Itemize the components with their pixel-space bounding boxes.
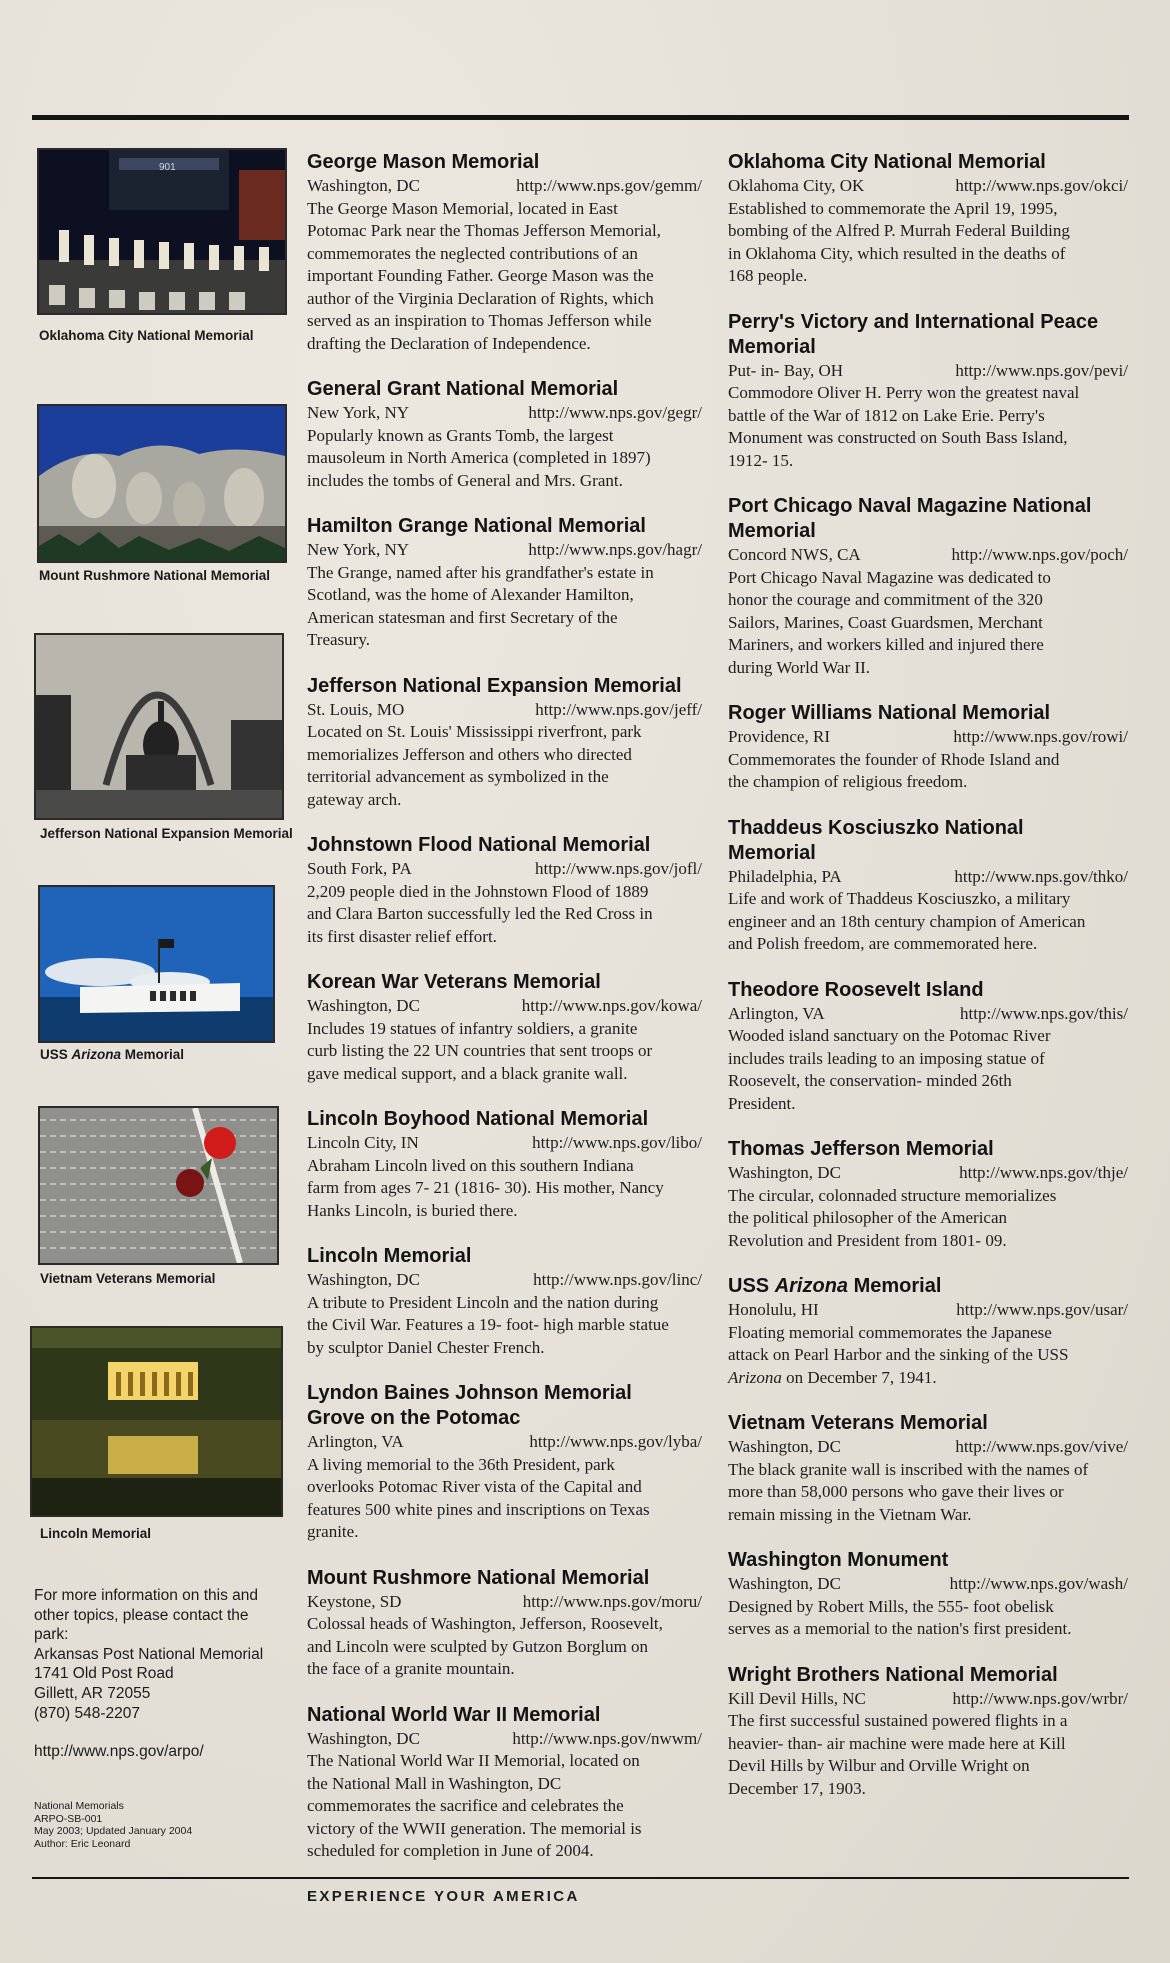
oklahoma-city-photo — [37, 148, 287, 315]
memorial-location-row — [728, 175, 1128, 198]
memorial-description-line: the National Mall in Washington, DC — [307, 1773, 562, 1793]
memorial-url: http://www.nps.gov/libo/ — [532, 1133, 702, 1152]
memorial-description-line: commemorates the sacrifice and celebrates the — [307, 1796, 624, 1815]
memorial-entry — [728, 1274, 1128, 1389]
memorial-location: Arlington, VA — [307, 1432, 404, 1451]
memorial-location: Put- in- Bay, OH — [728, 360, 844, 380]
memorial-title: Mount Rushmore National Memorial — [307, 1566, 650, 1589]
memorial-location: St. Louis, MO — [307, 699, 405, 719]
memorial-title-line: Thaddeus Kosciuszko National — [728, 816, 1024, 839]
memorial-url: http://www.nps.gov/poch/ — [951, 545, 1128, 564]
memorial-entry — [728, 494, 1128, 679]
memorial-location-row — [728, 1162, 1128, 1185]
contact-address-line: Arkansas Post National Memorial — [34, 1645, 264, 1663]
memorial-title: Lincoln Boyhood National Memorial — [307, 1108, 649, 1130]
memorial-title: General Grant National Memorial — [307, 378, 619, 400]
memorial-description-line: Located on St. Louis' Mississippi riverfront, park — [307, 722, 642, 741]
memorial-location: Honolulu, HI — [728, 1300, 819, 1319]
memorial-location-row — [728, 866, 1128, 889]
memorial-description-line: Commemorates the founder of Rhode Island and — [728, 749, 1060, 769]
memorial-description-line: Popularly known as Grants Tomb, the largest — [307, 425, 614, 445]
memorial-description-line: gave medical support, and a black granite wall. — [307, 1063, 628, 1083]
memorial-description-line: scheduled for completion in June of 2004. — [307, 1841, 594, 1860]
memorial-description-line: victory of the WWII generation. The memorial is — [307, 1818, 642, 1838]
memorial-title — [728, 816, 1128, 866]
memorial-description-line: The circular, colonnaded structure memorializes — [728, 1185, 1057, 1205]
memorial-description-line: Abraham Lincoln lived on this southern Indiana — [307, 1155, 634, 1175]
memorial-location-row — [728, 1436, 1128, 1459]
description-part: on December 7, 1941. — [781, 1367, 937, 1387]
memorial-entry — [307, 833, 702, 948]
memorial-description-line: its first disaster relief effort. — [307, 926, 497, 946]
memorial-description-line: A living memorial to the 36th President, park — [307, 1454, 615, 1474]
memorial-description-line: Potomac Park near the Thomas Jefferson Memorial, — [307, 221, 661, 240]
memorial-location: Concord NWS, CA — [728, 545, 861, 564]
memorial-url: http://www.nps.gov/rowi/ — [953, 727, 1128, 746]
bottom-rule — [32, 1877, 1129, 1879]
memorial-location: Philadelphia, PA — [728, 866, 842, 886]
memorial-description-line: the Civil War. Features a 19- foot- high marble statue — [307, 1315, 669, 1334]
memorial-url: http://www.nps.gov/jeff/ — [535, 699, 702, 719]
memorial-description-line: Colossal heads of Washington, Jefferson, Roosevelt, — [307, 1614, 663, 1633]
white-memorial-structure-image — [40, 887, 273, 1041]
memorial-description-line: memorializes Jefferson and others who directed — [307, 744, 632, 764]
memorial-entry — [307, 1381, 702, 1544]
memorial-description-line: farm from ages 7- 21 (1816- 30). His mother, Nancy — [307, 1178, 664, 1197]
memorial-title — [728, 1274, 1128, 1299]
title-part: USS — [728, 1275, 775, 1297]
memorial-location: Washington, DC — [307, 1728, 420, 1748]
memorial-description-line: curb listing the 22 UN countries that sent troops or — [307, 1041, 653, 1060]
memorial-description-line: mausoleum in North America (completed in 1897) — [307, 448, 651, 467]
memorial-location-row — [307, 1269, 702, 1292]
memorial-location-row — [307, 858, 702, 881]
memorial-title-line: Port Chicago Naval Magazine National — [728, 495, 1092, 517]
contact-url: http://www.nps.gov/arpo/ — [34, 1743, 204, 1761]
memorial-description-line: during World War II. — [728, 657, 871, 677]
memorial-title — [307, 1381, 702, 1431]
memorial-description-line: engineer and an 18th century champion of American — [728, 911, 1086, 931]
memorial-location: South Fork, PA — [307, 859, 412, 878]
memorial-location-row — [307, 402, 702, 425]
memorial-description-line: Devil Hills by Wilbur and Orville Wright on — [728, 1756, 1030, 1775]
memorial-description-line: Established to commemorate the April 19, 1995, — [728, 198, 1058, 218]
title-part: Memorial — [848, 1275, 942, 1297]
memorial-description-line: Port Chicago Naval Magazine was dedicated to — [728, 567, 1051, 587]
memorial-description-line: heavier- than- air machine were made here at Kill — [728, 1733, 1066, 1753]
memorial-entry — [728, 150, 1128, 288]
memorial-description-line: The first successful sustained powered flights in a — [728, 1711, 1068, 1730]
meta-line: ARPO-SB-001 — [34, 1812, 103, 1825]
memorial-url: http://www.nps.gov/this/ — [960, 1003, 1128, 1023]
memorial-location-row — [728, 544, 1128, 567]
rose-on-wall-image — [40, 1108, 277, 1263]
memorial-url: http://www.nps.gov/kowa/ — [521, 996, 702, 1015]
memorial-description-line: attack on Pearl Harbor and the sinking of the USS — [728, 1345, 1069, 1364]
memorial-description-line: The Grange, named after his grandfather's estate in — [307, 562, 654, 582]
photo-caption-uss-arizona: USS Arizona Memorial — [40, 1047, 185, 1062]
memorial-description-line: territorial advancement as symbolized in the — [307, 767, 609, 786]
memorial-location-row — [307, 539, 702, 562]
memorial-url: http://www.nps.gov/usar/ — [956, 1300, 1128, 1319]
memorial-entry — [728, 1663, 1128, 1801]
memorial-location: Washington, DC — [307, 996, 420, 1015]
memorial-description-line: Revolution and President from 1801- 09. — [728, 1230, 1007, 1250]
top-rule — [32, 115, 1129, 120]
memorial-description-line: features 500 white pines and inscriptions on Texas — [307, 1499, 650, 1519]
contact-address-line: Gillett, AR 72055 — [34, 1684, 151, 1702]
memorial-description-line: Roosevelt, the conservation- minded 26th — [728, 1071, 1012, 1090]
memorial-url: http://www.nps.gov/gegr/ — [528, 403, 702, 422]
memorial-entry — [307, 674, 702, 812]
memorial-description-line: battle of the War of 1812 on Lake Erie. Perry's — [728, 405, 1045, 425]
memorial-description-line: Mariners, and workers killed and injured there — [728, 635, 1044, 654]
memorial-title-line: Memorial — [728, 520, 816, 542]
memorial-title-line: Perry's Victory and International Peace — [728, 310, 1099, 333]
memorial-title: Lincoln Memorial — [307, 1245, 472, 1267]
memorial-title — [728, 310, 1128, 360]
memorial-location-row — [728, 1573, 1128, 1596]
lincoln-reflection-image — [32, 1328, 281, 1515]
memorial-title: Hamilton Grange National Memorial — [307, 515, 646, 537]
memorial-description-line: Life and work of Thaddeus Kosciuszko, a military — [728, 889, 1071, 908]
memorial-description-line: by sculptor Daniel Chester French. — [307, 1337, 545, 1357]
contact-intro-line: other topics, please contact the — [34, 1606, 249, 1624]
memorial-description-line: and Clara Barton successfully led the Red Cross in — [307, 904, 653, 923]
middle-column — [307, 150, 702, 1885]
memorial-url: http://www.nps.gov/linc/ — [533, 1270, 702, 1289]
memorial-url: http://www.nps.gov/moru/ — [522, 1591, 702, 1611]
memorial-description-line: serves as a memorial to the nation's first president. — [728, 1619, 1072, 1638]
memorial-description-line: and Polish freedom, are commemorated here. — [728, 934, 1038, 953]
memorial-location-row — [307, 699, 702, 722]
memorial-description-line: American statesman and first Secretary of the — [307, 607, 618, 627]
photo-caption-jefferson-expansion: Jefferson National Expansion Memorial — [40, 826, 293, 841]
memorial-description-line: December 17, 1903. — [728, 1778, 866, 1798]
memorial-description-line — [728, 1367, 1128, 1390]
memorial-url: http://www.nps.gov/gemm/ — [516, 176, 702, 195]
memorial-description-line: Commodore Oliver H. Perry won the greatest naval — [728, 383, 1080, 402]
gateway-arch-image — [36, 635, 282, 818]
memorial-title: Theodore Roosevelt Island — [728, 978, 984, 1001]
memorial-description-line: remain missing in the Vietnam War. — [728, 1504, 972, 1524]
memorial-description-line: commemorates the neglected contributions of an — [307, 243, 638, 263]
vietnam-wall-photo — [38, 1106, 279, 1265]
memorial-location-row — [307, 175, 702, 198]
memorial-description-line: Scotland, was the home of Alexander Hamilton, — [307, 585, 634, 604]
memorial-location-row — [307, 1728, 702, 1751]
memorial-description-line: served as an inspiration to Thomas Jefferson while — [307, 311, 652, 330]
memorial-entry — [728, 816, 1128, 956]
memorial-title: Jefferson National Expansion Memorial — [307, 674, 682, 697]
memorial-location: Washington, DC — [728, 1574, 841, 1593]
memorial-location: Washington, DC — [728, 1437, 841, 1456]
memorial-location-row — [728, 1003, 1128, 1026]
memorial-url: http://www.nps.gov/wash/ — [949, 1574, 1128, 1593]
memorial-description-line: and Lincoln were sculpted by Gutzon Borglum on — [307, 1636, 649, 1656]
memorial-entry — [307, 970, 702, 1085]
memorial-title — [728, 494, 1128, 544]
memorial-location-row — [728, 360, 1128, 383]
memorial-title: Oklahoma City National Memorial — [728, 151, 1046, 173]
contact-address-line: 1741 Old Post Road — [34, 1665, 174, 1683]
memorial-location: Washington, DC — [307, 1270, 420, 1289]
memorial-description-line: 168 people. — [728, 266, 808, 285]
mount-rushmore-photo — [37, 404, 287, 563]
memorial-location: Keystone, SD — [307, 1591, 402, 1611]
memorial-url: http://www.nps.gov/lyba/ — [529, 1432, 702, 1451]
memorial-location: Lincoln City, IN — [307, 1133, 419, 1152]
contact-info — [34, 1586, 294, 1762]
ship-name: Arizona — [728, 1367, 782, 1387]
meta-line: May 2003; Updated January 2004 — [34, 1825, 193, 1837]
memorial-description-line: Hanks Lincoln, is buried there. — [307, 1200, 518, 1220]
memorial-location-row — [307, 1591, 702, 1614]
photo-caption-vietnam-veterans: Vietnam Veterans Memorial — [40, 1271, 216, 1286]
memorial-entry — [728, 1548, 1128, 1641]
meta-line: National Memorials — [34, 1800, 124, 1812]
memorial-description-line: gateway arch. — [307, 789, 402, 809]
right-column — [728, 150, 1128, 1822]
memorial-location-row — [728, 1299, 1128, 1322]
memorial-title-line: Memorial — [728, 841, 816, 864]
memorial-url: http://www.nps.gov/pevi/ — [955, 360, 1128, 380]
memorial-description-line: Treasury. — [307, 630, 370, 649]
memorial-title: Thomas Jefferson Memorial — [728, 1138, 994, 1160]
memorial-description-line: granite. — [307, 1522, 359, 1541]
memorial-title: Roger Williams National Memorial — [728, 702, 1051, 724]
memorial-description-line: the face of a granite mountain. — [307, 1659, 515, 1678]
memorial-location: New York, NY — [307, 540, 410, 559]
memorial-entry — [307, 1244, 702, 1359]
memorial-title: Johnstown Flood National Memorial — [307, 834, 651, 856]
memorial-title-line: Grove on the Potomac — [307, 1407, 521, 1429]
memorial-title-line: Memorial — [728, 335, 816, 358]
memorial-entry — [307, 377, 702, 492]
memorial-entry — [307, 1703, 702, 1863]
memorial-title-line: Lyndon Baines Johnson Memorial — [307, 1382, 632, 1404]
memorial-description-line: the political philosopher of the American — [728, 1208, 1008, 1227]
memorial-url: http://www.nps.gov/thko/ — [954, 866, 1128, 886]
mountain-faces-image — [39, 406, 285, 561]
memorial-url: http://www.nps.gov/vive/ — [955, 1437, 1128, 1456]
memorial-location: Kill Devil Hills, NC — [728, 1688, 866, 1708]
memorial-location-row — [307, 1132, 702, 1155]
gate-sign-text: 901 — [159, 162, 176, 173]
memorial-title: National World War II Memorial — [307, 1703, 601, 1726]
meta-line: Author: Eric Leonard — [34, 1837, 131, 1850]
memorial-location: Washington, DC — [307, 176, 420, 195]
memorial-description-line: the champion of religious freedom. — [728, 772, 968, 791]
memorial-location-row — [728, 726, 1128, 749]
memorial-description-line: Floating memorial commemorates the Japanese — [728, 1322, 1052, 1342]
memorial-description-line: A tribute to President Lincoln and the nation during — [307, 1292, 659, 1312]
memorial-location-row — [307, 995, 702, 1018]
chairs-memorial-image — [39, 150, 285, 313]
memorial-description-line: bombing of the Alfred P. Murrah Federal Building — [728, 221, 1070, 240]
publication-meta — [34, 1800, 192, 1850]
memorial-title: Vietnam Veterans Memorial — [728, 1412, 988, 1434]
memorial-url: http://www.nps.gov/okci/ — [955, 176, 1128, 195]
memorial-location-row — [728, 1688, 1128, 1711]
memorial-description-line: Wooded island sanctuary on the Potomac River — [728, 1026, 1051, 1045]
memorial-entry — [307, 514, 702, 652]
memorial-description-line: The National World War II Memorial, located on — [307, 1751, 640, 1770]
photo-caption-oklahoma-city: Oklahoma City National Memorial — [39, 328, 254, 343]
memorial-title: Korean War Veterans Memorial — [307, 971, 601, 993]
memorial-entry — [307, 1107, 702, 1222]
memorial-location: Oklahoma City, OK — [728, 176, 865, 195]
contact-phone: (870) 548-2207 — [34, 1704, 140, 1722]
lincoln-memorial-photo — [30, 1326, 283, 1517]
memorial-entry — [307, 1566, 702, 1681]
gateway-arch-photo — [34, 633, 284, 820]
memorial-description-line: The black granite wall is inscribed with the names of — [728, 1459, 1089, 1479]
memorial-description-line: President. — [728, 1093, 796, 1113]
memorial-entry — [728, 1411, 1128, 1526]
title-ship-name: Arizona — [774, 1275, 849, 1297]
memorial-location: New York, NY — [307, 403, 410, 422]
memorial-url: http://www.nps.gov/nwwm/ — [512, 1728, 702, 1748]
memorial-location: Arlington, VA — [728, 1003, 825, 1023]
memorial-description-line: 2,209 people died in the Johnstown Flood of 1889 — [307, 881, 649, 901]
footer-tagline: EXPERIENCE YOUR AMERICA — [307, 1888, 580, 1905]
memorial-title: George Mason Memorial — [307, 151, 540, 173]
memorial-description-line: includes the tombs of General and Mrs. Grant. — [307, 470, 623, 490]
memorial-url: http://www.nps.gov/jofl/ — [534, 859, 702, 878]
memorial-description-line: overlooks Potomac River vista of the Capital and — [307, 1477, 642, 1496]
memorial-description-line: Includes 19 statues of infantry soldiers, a granite — [307, 1018, 638, 1038]
memorial-description-line: drafting the Declaration of Independence. — [307, 333, 591, 353]
memorial-title: Wright Brothers National Memorial — [728, 1663, 1058, 1686]
memorial-description-line: honor the courage and commitment of the 320 — [728, 590, 1043, 609]
memorial-url: http://www.nps.gov/wrbr/ — [952, 1688, 1128, 1708]
memorial-description-line: includes trails leading to an imposing statue of — [728, 1048, 1045, 1068]
photo-caption-lincoln-memorial: Lincoln Memorial — [40, 1526, 152, 1541]
memorial-description-line: The George Mason Memorial, located in East — [307, 198, 618, 218]
memorial-url: http://www.nps.gov/thje/ — [959, 1163, 1128, 1182]
memorial-url: http://www.nps.gov/hagr/ — [528, 540, 702, 559]
memorial-location: Washington, DC — [728, 1163, 841, 1182]
memorial-entry — [728, 978, 1128, 1116]
photo-caption-mount-rushmore: Mount Rushmore National Memorial — [39, 568, 271, 583]
memorial-description-line: Monument was constructed on South Bass Island, — [728, 428, 1068, 447]
contact-intro-line: For more information on this and — [34, 1587, 258, 1604]
memorial-entry — [307, 150, 702, 355]
memorial-location: Providence, RI — [728, 727, 830, 746]
memorial-description-line: 1912- 15. — [728, 450, 794, 470]
contact-intro-line: park: — [34, 1626, 69, 1644]
memorial-description-line: author of the Virginia Declaration of Rights, which — [307, 288, 654, 308]
memorial-description-line: Designed by Robert Mills, the 555- foot obelisk — [728, 1596, 1054, 1616]
memorial-title: Washington Monument — [728, 1549, 949, 1571]
memorial-entry — [728, 1137, 1128, 1252]
memorial-location-row — [307, 1431, 702, 1454]
uss-arizona-photo — [38, 885, 275, 1043]
memorial-description-line: more than 58,000 persons who gave their lives or — [728, 1482, 1064, 1501]
memorial-entry — [728, 701, 1128, 794]
memorial-description-line: Sailors, Marines, Coast Guardsmen, Merchant — [728, 612, 1043, 632]
memorial-entry — [728, 310, 1128, 473]
memorial-description-line: important Founding Father. George Mason was the — [307, 266, 654, 285]
memorial-description-line: in Oklahoma City, which resulted in the deaths of — [728, 243, 1066, 263]
